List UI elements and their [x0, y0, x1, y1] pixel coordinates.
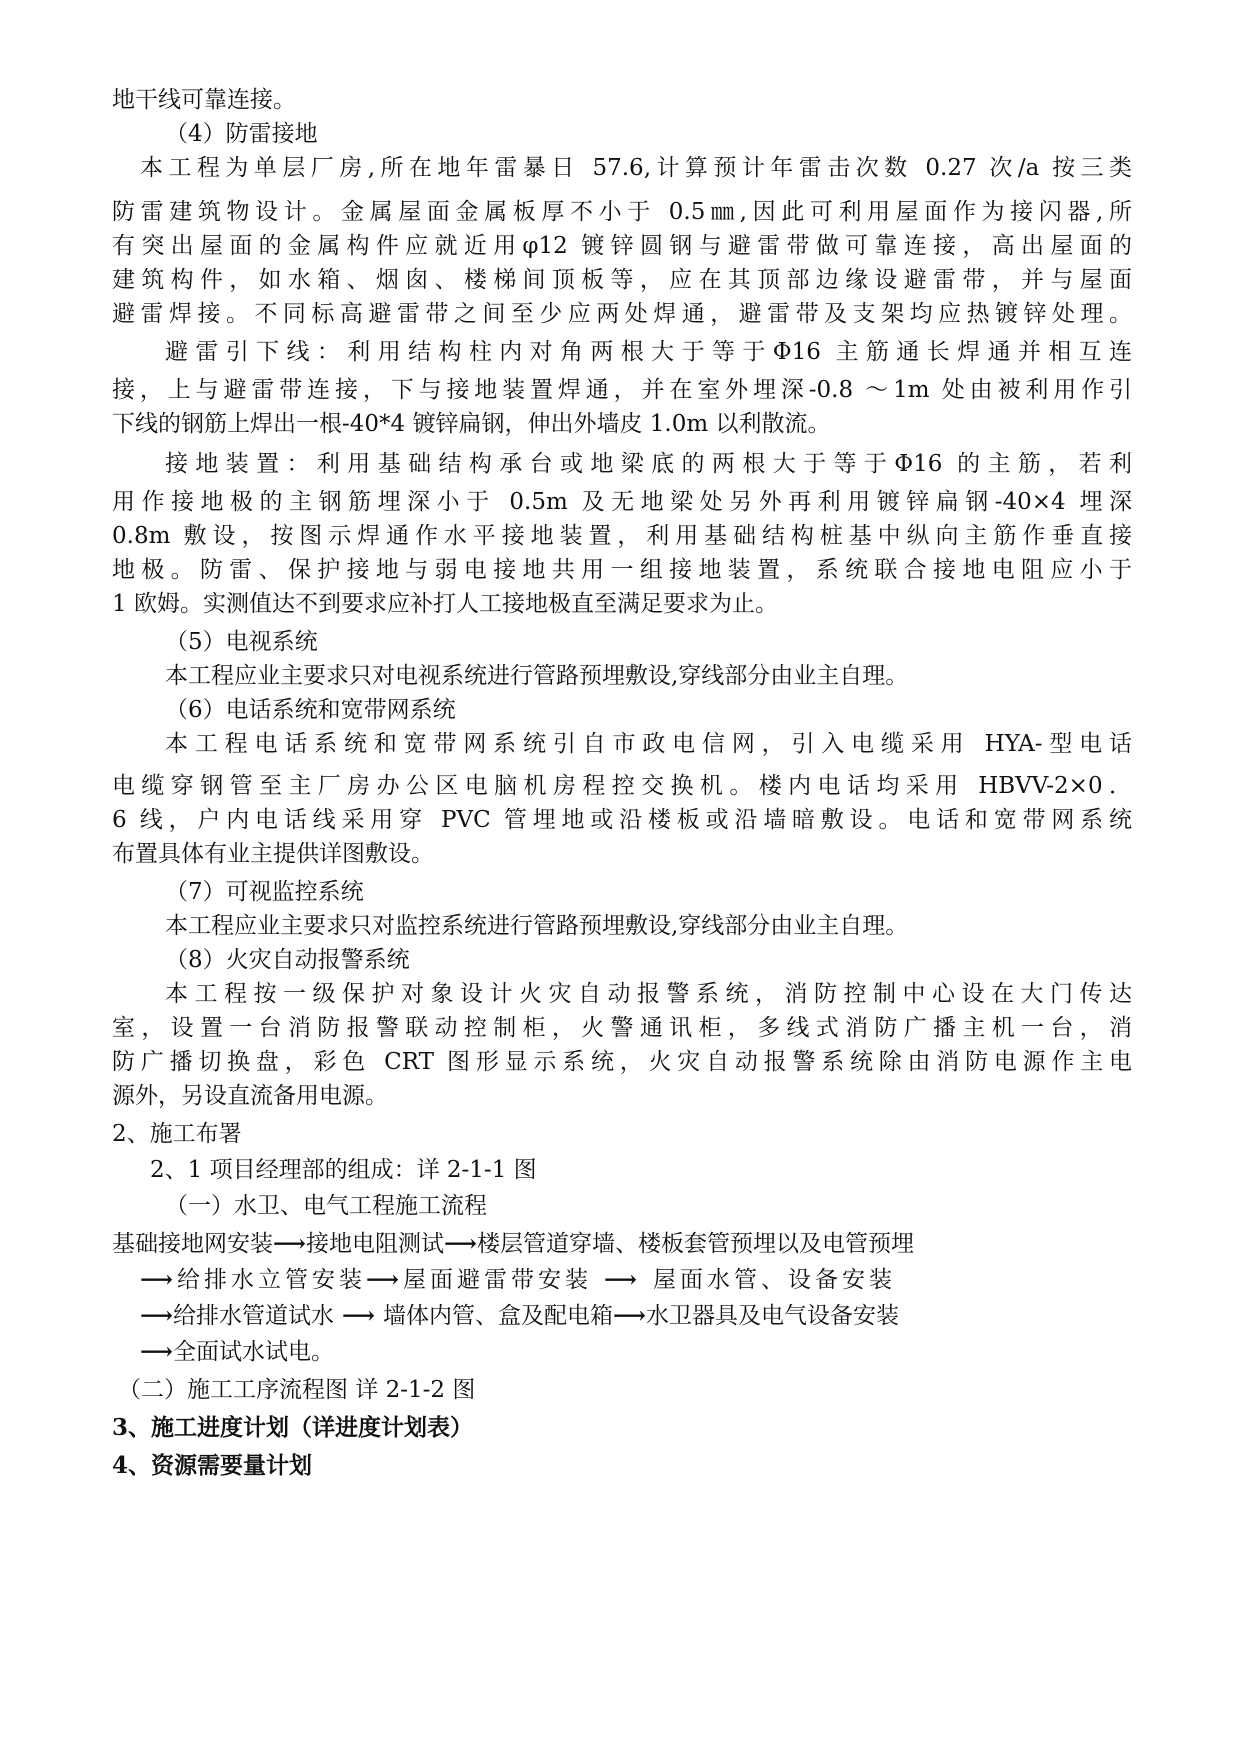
arrow-right-icon: ⟶ — [365, 1266, 403, 1293]
flow-row-3 — [140, 1300, 1160, 1334]
text-line: 本工程为单层厂房,所在地年雷暴日 57.6,计算预计年雷击次数 0.27 次/a 按三类 — [140, 155, 1132, 181]
flow-row-4 — [140, 1336, 1160, 1370]
text-line: 0.8m 敷设，按图示焊通作水平接地装置，利用基础结构桩基中纵向主筋作垂直接 — [112, 523, 1132, 549]
text-line: 接地装置：利用基础结构承台或地梁底的两根大于等于Φ16 的主筋，若利 — [165, 451, 1132, 477]
text-line: 有突出屋面的金属构件应就近用φ12 镀锌圆钢与避雷带做可靠连接，高出屋面的 — [112, 233, 1132, 259]
arrow-right-icon: ⟶ — [443, 1230, 477, 1257]
arrow-right-icon: ⟶ — [591, 1266, 653, 1293]
text-line: 接，上与避雷带连接，下与接地装置焊通，并在室外埋深-0.8 ～1m 处由被利用作引 — [112, 377, 1132, 403]
flow-step: 水卫器具及电气设备安装 — [645, 1303, 899, 1329]
arrow-right-icon: ⟶ — [140, 1266, 177, 1293]
text-line: 避雷焊接。不同标高避雷带之间至少应两处焊通，避雷带及支架均应热镀锌处理。 — [112, 301, 1132, 327]
section-heading: 2、施工布署 — [112, 1121, 242, 1147]
text-line: 本工程按一级保护对象设计火灾自动报警系统，消防控制中心设在大门传达 — [165, 981, 1132, 1007]
arrow-right-icon: ⟶ — [273, 1230, 306, 1257]
flow-step: 全面试水试电。 — [172, 1339, 334, 1365]
flow-step: 接地电阻测试 — [305, 1231, 444, 1257]
text-line: 1 欧姆。实测值达不到要求应补打人工接地极直至满足要求为止。 — [112, 591, 778, 617]
text-line: 防广播切换盘，彩色 CRT 图形显示系统，火灾自动报警系统除由消防电源作主电 — [112, 1049, 1132, 1075]
text-line: 源外，另设直流备用电源。 — [112, 1083, 388, 1109]
text-line: 本工程电话系统和宽带网系统引自市政电信网，引入电缆采用 HYA-型电话 — [165, 731, 1132, 757]
section-heading: （5）电视系统 — [165, 629, 318, 655]
text-line: 地干线可靠连接。 — [112, 87, 296, 113]
text-line: 防雷建筑物设计。金属屋面金属板厚不小于 0.5㎜,因此可利用屋面作为接闪器,所 — [112, 199, 1132, 225]
section-heading: 3、施工进度计划（详进度计划表） — [112, 1414, 474, 1441]
text-line: 布置具体有业主提供详图敷设。 — [112, 841, 434, 867]
flow-step: 楼层管道穿墙、楼板套管预埋以及电管预埋 — [476, 1231, 914, 1257]
text-line: 避雷引下线：利用结构柱内对角两根大于等于Φ16 主筋通长焊通并相互连 — [165, 339, 1132, 365]
text-line: 本工程应业主要求只对电视系统进行管路预埋敷设,穿线部分由业主自理。 — [165, 663, 909, 689]
text-line: 地极。防雷、保护接地与弱电接地共用一组接地装置，系统联合接地电阻应小于 — [112, 557, 1132, 583]
text-line: 电缆穿钢管至主厂房办公区电脑机房程控交换机。楼内电话均采用 HBVV-2×0． — [112, 773, 1132, 799]
section-heading: 2、1 项目经理部的组成：详 2-1-1 图 — [150, 1157, 537, 1183]
flow-row-1 — [112, 1228, 1132, 1262]
text-line: 6 线，户内电话线采用穿 PVC 管埋地或沿楼板或沿墙暗敷设。电话和宽带网系统 — [112, 807, 1132, 833]
flow-step: 墙体内管、盒及配电箱 — [382, 1303, 613, 1329]
section-heading: （8）火灾自动报警系统 — [165, 947, 410, 973]
section-heading: （4）防雷接地 — [165, 121, 318, 147]
section-heading: （6）电话系统和宽带网系统 — [165, 697, 456, 723]
text-line: 建筑构件，如水箱、烟囱、楼梯间顶板等，应在其顶部边缘设避雷带，并与屋面 — [112, 267, 1132, 293]
text-line: 下线的钢筋上焊出一根-40*4 镀锌扁钢，伸出外墙皮 1.0m 以利散流。 — [112, 411, 831, 437]
text-line: 本工程应业主要求只对监控系统进行管路预埋敷设,穿线部分由业主自理。 — [165, 913, 909, 939]
arrow-right-icon: ⟶ — [140, 1338, 173, 1365]
text-line: 室，设置一台消防报警联动控制柜，火警通讯柜，多线式消防广播主机一台，消 — [112, 1015, 1132, 1041]
arrow-right-icon: ⟶ — [140, 1302, 173, 1329]
section-heading: （一）水卫、电气工程施工流程 — [165, 1193, 487, 1219]
flow-step: 屋面避雷带安装 — [402, 1267, 592, 1293]
flow-step: 基础接地网安装 — [112, 1231, 273, 1257]
arrow-right-icon: ⟶ — [333, 1302, 383, 1329]
flow-step: 给排水立管安装 — [176, 1267, 366, 1293]
arrow-right-icon: ⟶ — [612, 1302, 646, 1329]
section-heading: （二）施工工序流程图 详 2-1-2 图 — [118, 1377, 476, 1403]
section-heading: 4、资源需要量计划 — [112, 1452, 313, 1479]
text-line: 用作接地极的主钢筋埋深小于 0.5m 及无地梁处另外再利用镀锌扁钢-40×4 埋深 — [112, 489, 1132, 515]
flow-step: 给排水管道试水 — [172, 1303, 334, 1329]
flow-row-2 — [140, 1264, 1160, 1298]
section-heading: （7）可视监控系统 — [165, 879, 364, 905]
flow-step: 屋面水管、设备安装 — [652, 1267, 896, 1293]
